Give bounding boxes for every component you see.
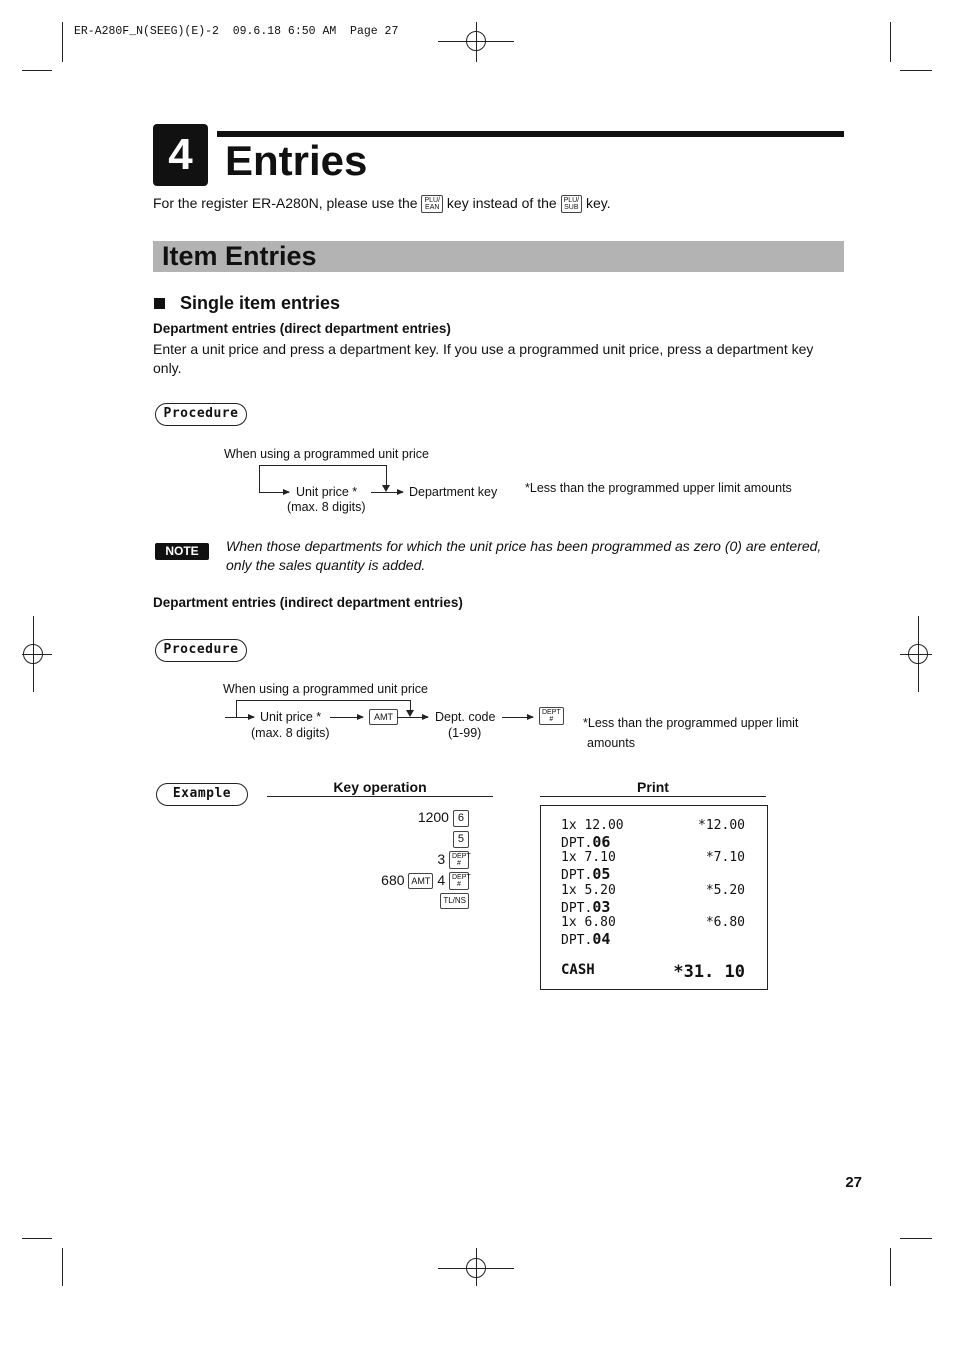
direct-heading: Department entries (direct department entries) xyxy=(153,321,451,336)
example-label: Example xyxy=(156,783,248,806)
registration-mark xyxy=(908,644,928,664)
registration-mark xyxy=(466,31,486,51)
receipt-line: DPT.05 xyxy=(561,865,611,883)
receipt-line: 1x 6.80 *6.80 xyxy=(561,915,745,930)
indirect-heading: Department entries (indirect department entries) xyxy=(153,595,463,610)
max-digits-label: (max. 8 digits) xyxy=(251,726,330,740)
file-info: ER-A280F_N(SEEG)(E)-2 09.6.18 6:50 AM Page 27 xyxy=(74,25,399,38)
key-row xyxy=(300,829,469,848)
flow-arrow xyxy=(330,717,363,718)
arrow-head xyxy=(382,485,390,492)
receipt-line: DPT.03 xyxy=(561,898,611,916)
key-row xyxy=(300,891,469,909)
crop-mark xyxy=(890,1248,891,1286)
receipt xyxy=(540,805,768,990)
direct-body: Enter a unit price and press a department key. If you use a programmed unit price, press a department key only. xyxy=(153,341,814,376)
key-row: 3 DEPT # xyxy=(437,851,471,868)
indirect-footnote-cont: amounts xyxy=(587,736,635,750)
chapter-title: Entries xyxy=(225,137,368,184)
dept-range-label: (1-99) xyxy=(448,726,482,740)
flow-arrow xyxy=(371,492,403,493)
print-header: Print xyxy=(637,779,669,795)
registration-mark xyxy=(466,1258,486,1278)
flow-arrow xyxy=(225,717,254,718)
page-number: 27 xyxy=(845,1174,862,1191)
max-digits-label: (max. 8 digits) xyxy=(287,500,366,514)
receipt-total: CASH *31. 10 xyxy=(561,962,745,982)
flow-arrow xyxy=(397,717,428,718)
procedure-label: Procedure xyxy=(155,403,247,426)
dept-code-key: DEPT # xyxy=(449,872,469,890)
header-rule xyxy=(267,796,493,797)
receipt-line: DPT.04 xyxy=(561,930,611,948)
plu-ean-key: PLU/ EAN xyxy=(421,195,443,213)
header-rule xyxy=(540,796,766,797)
flow-line xyxy=(386,465,387,487)
dept-code-label: Dept. code xyxy=(435,710,496,724)
receipt-line: DPT.06 xyxy=(561,833,611,851)
procedure-label: Procedure xyxy=(155,639,247,662)
indirect-footnote: *Less than the programmed upper limit xyxy=(583,716,799,730)
dept-code-key: DEPT # xyxy=(449,851,469,869)
note-text: When those departments for which the unit price has been programmed as zero (0) are entered, only the sales quantity is added. xyxy=(226,538,822,573)
receipt-line: 1x 12.00 *12.00 xyxy=(561,818,745,833)
department-key-label: Department key xyxy=(409,485,498,499)
bypass-label: When using a programmed unit price xyxy=(223,682,428,696)
arrow-head xyxy=(406,710,414,717)
registration-mark xyxy=(23,644,43,664)
amt-key: AMT xyxy=(408,873,433,889)
flow-arrow xyxy=(502,717,533,718)
crop-mark xyxy=(900,1238,932,1239)
bullet-square xyxy=(154,298,165,309)
crop-mark xyxy=(22,1238,52,1239)
unit-price-label: Unit price * xyxy=(260,710,322,724)
dept-key-6: 6 xyxy=(453,810,469,827)
dept-key-5: 5 xyxy=(453,831,469,848)
flow-line xyxy=(236,700,410,701)
crop-mark xyxy=(890,22,891,62)
chapter-number: 4 xyxy=(153,124,208,186)
flow-line xyxy=(259,465,260,492)
key-operation-header: Key operation xyxy=(333,779,427,795)
dept-key: DEPT # xyxy=(539,707,564,725)
unit-price-label: Unit price * xyxy=(296,485,358,499)
amt-key: AMT xyxy=(369,708,398,726)
crop-mark xyxy=(62,22,63,62)
flow-arrow xyxy=(259,492,289,493)
flow-line xyxy=(259,465,386,466)
receipt-line: 1x 7.10 *7.10 xyxy=(561,850,745,865)
receipt-line: 1x 5.20 *5.20 xyxy=(561,883,745,898)
section-title: Item Entries xyxy=(162,241,317,271)
direct-footnote: *Less than the programmed upper limit amounts xyxy=(525,481,792,495)
crop-mark xyxy=(62,1248,63,1286)
crop-mark xyxy=(22,70,52,71)
bypass-label: When using a programmed unit price xyxy=(224,447,429,461)
note-badge: NOTE xyxy=(155,543,209,560)
subsection-title: Single item entries xyxy=(180,293,341,313)
plu-sub-key: PLU/ SUB xyxy=(561,195,583,213)
chapter-intro: For the register ER-A280N, please use the PLU/ EAN key instead of the PLU/ SUB key. xyxy=(153,195,611,212)
key-row: 1200 6 xyxy=(300,808,469,827)
crop-mark xyxy=(900,70,932,71)
key-row: 680 AMT 4 DEPT # xyxy=(381,872,471,889)
tl-ns-key: TL/NS xyxy=(440,893,469,909)
flow-line xyxy=(236,700,237,717)
